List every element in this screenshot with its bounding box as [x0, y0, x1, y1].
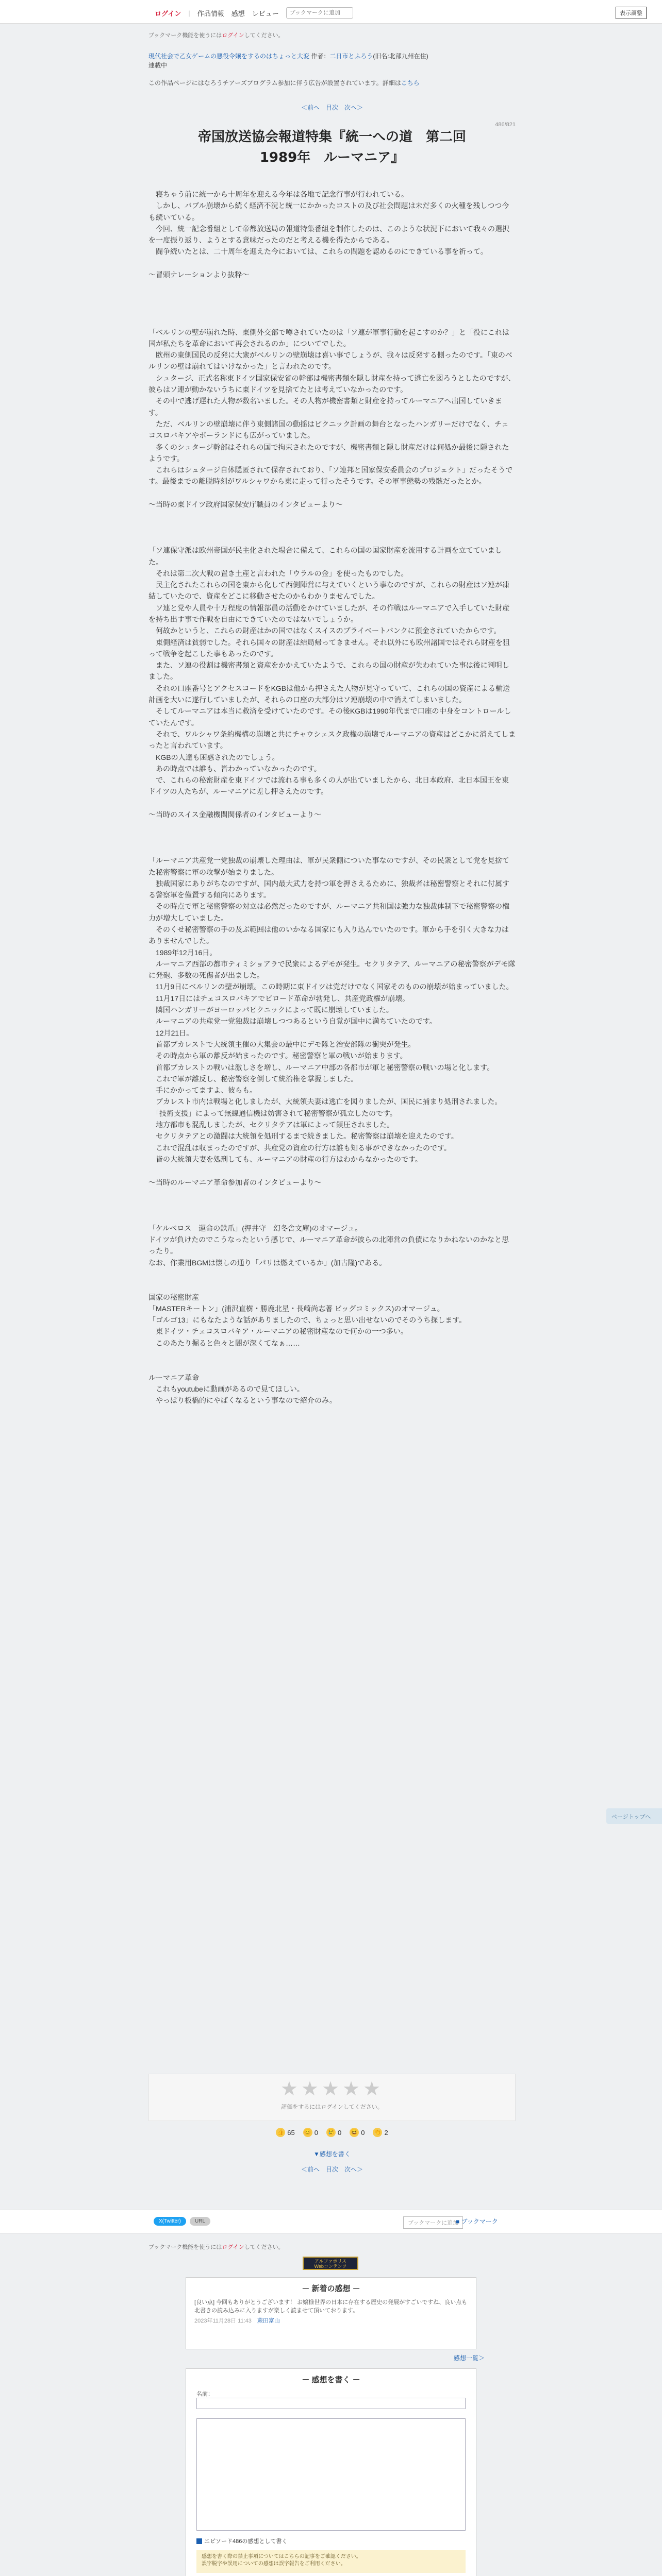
login-link[interactable]: ログイン [222, 2244, 244, 2250]
prev-link[interactable]: ＜前へ [301, 104, 320, 111]
login-link[interactable]: ログイン [155, 9, 181, 18]
body-paragraph: 東ドイツ・チェコスロバキア・ルーマニアの秘密財産なので何かの一つ多い。 [148, 1327, 408, 1336]
episode-header [148, 122, 516, 168]
reaction-laugh[interactable] [350, 2128, 365, 2137]
nav-impressions[interactable]: 感想 [231, 9, 245, 18]
reaction-clap[interactable] [373, 2128, 388, 2137]
body-paragraph: そのくせ秘密警察の手の及ぶ範囲は他のいかなる国家にも入り込んでいたのです。軍から手を引く大きな力はありませんでした。 [148, 925, 509, 945]
pager-top [148, 103, 516, 112]
body-paragraph: 「技術支援」によって無線通信機は妨害されて秘密警察が孤立したのです。 [148, 1109, 397, 1117]
body-paragraph: その時点で軍と秘密警察の対立は必然だったのですが、ルーマニア共和国は強力な独裁体制下で秘密警察の権力が増大していました。 [148, 902, 509, 922]
body-paragraph [148, 820, 516, 832]
body-paragraph: ブカレスト市内は戦場と化しましたが、大統領夫妻は逃亡を図りましたが、国民に捕まり処刑されました。 [148, 1097, 502, 1106]
rules-warning: 感想を書く際の禁止事項についてはこちらの記事をご確認ください。 誤字脱字や誤用についての感想は誤字報告をご利用ください。 [196, 2550, 466, 2573]
body-paragraph: 国家の秘密財産 [148, 1293, 199, 1301]
body-paragraph: なお、作業用BGMは懐しの通り「パリは燃えているか」(加古隆)である。 [148, 1258, 387, 1267]
reaction-good[interactable] [276, 2128, 294, 2137]
bookmark-note [148, 31, 516, 39]
body-paragraph: これもyoutubeに動画があるので見てほしい。 [148, 1384, 304, 1393]
note-text: ブックマーク機能を使うには [148, 2244, 222, 2250]
review-date: 2023年11月28日 11:43 [194, 2318, 252, 2324]
bookmark-link[interactable]: ■ ブックマーク [456, 2218, 498, 2225]
body-paragraph: ソ連と党や人員や十万程度の情報部員の活動をかけていましたが、その作戦はルーマニアで入手していた財産を持ち出す事で作戦を自由にできていたのではないでしょうか。 [148, 603, 510, 623]
body-paragraph [148, 533, 516, 545]
body-paragraph: これらはシュタージ自体隠匿されて保存されており、「ソ連邦と国家保安委員会のプロジェクト」だったそうです。最後までの離脱時刻がワルシャワから東に走って行ったそうです。その軍事態勢の残骸だったとか。 [148, 466, 513, 486]
episode-body [148, 189, 516, 1406]
episode-title: 帝国放送協会報道特集『統一への道 第二回 1989年 ルーマニア』 [197, 129, 480, 165]
author-alias: (旧名:北部九州在住) [373, 53, 428, 60]
smile-icon: 😊 [303, 2128, 312, 2137]
body-paragraph: ～当時のルーマニア革命参加者のインタビューより～ [148, 1178, 322, 1187]
body-paragraph [148, 522, 516, 533]
body-paragraph [148, 1199, 516, 1211]
body-paragraph: それで、ワルシャワ条約機構の崩壊と共にチャウシェスク政権の崩壊でルーマニアの資産はどこかに消えてしまったと言われています。 [148, 730, 516, 750]
body-paragraph [148, 1360, 516, 1371]
body-paragraph: 寝ちゃう前に統一から十周年を迎える今年は各地で記念行事が行われている。 [148, 190, 408, 198]
details-link[interactable]: こちら [401, 79, 420, 87]
review-textarea[interactable] [196, 2418, 466, 2531]
toc-link[interactable]: 目次 [325, 104, 338, 111]
body-paragraph: ドイツが負けたのでこうなったという感じで、ルーマニア革命が彼らの北陣営の負債になりかねないのかなと思ったり。 [148, 1235, 509, 1256]
note-text: してください。 [244, 32, 284, 39]
reaction-bar [148, 2128, 516, 2137]
body-paragraph: これで軍が離反し、秘密警察を倒して統治権を掌握しました。 [148, 1074, 358, 1083]
body-paragraph: 欧州の東側国民の反発に大衆がベルリンの壁崩壊は喜い事でしょうが、我々は反発する側ったのです。「東のベルリンの壁は崩れてはいけなかった」と言われたのです。 [148, 351, 512, 371]
body-paragraph: 皆の大統領夫妻を処刑しても、ルーマニアの財産の行方はわからなかったのです。 [148, 1155, 422, 1163]
body-paragraph: それの口座番号とアクセスコードをKGBは他から押さえた人物が見守っていて、これらの国の資産による輸送計画を大いに遂行していましたが、それらの口座の大部分はソ連崩壊の中で消えてしまいました。 [148, 684, 510, 704]
clap-icon: 👏 [373, 2128, 382, 2137]
reaction-count: 2 [384, 2128, 388, 2137]
body-paragraph: しかし、バブル崩壊から続く経済不況と統一にかかったコストの及び社会問題は未だ多くの火種を残しつつ今も続いている。 [148, 201, 509, 222]
name-input[interactable] [196, 2398, 466, 2409]
body-paragraph: 闘争続いたとは、二十周年を迎えた今においては、これらの問題を認めるのにできている事を祈って。 [148, 247, 488, 256]
body-paragraph: やっぱり板橋的にやばくなるという事なので紹介のみ。 [148, 1396, 337, 1405]
body-paragraph: 11月9日にベルリンの壁が崩壊。この時期に東ドイツは党だけでなく国家そのものの崩壊が始まっていました。 [148, 982, 514, 991]
login-link[interactable]: ログイン [222, 32, 244, 39]
body-paragraph [148, 280, 516, 292]
thumbs-up-icon: 👍 [276, 2128, 285, 2137]
share-bar [0, 2210, 662, 2233]
body-paragraph: 手にかかってますよ、彼らも。 [148, 1086, 257, 1095]
reaction-count: 0 [361, 2128, 365, 2137]
body-paragraph: 何故かというと、これらの財産はかの国ではなくスイスのプライベートバンクに預金されていたからです。 [148, 626, 501, 635]
body-paragraph: 「ゴルゴ13」にもなたような話がありましたので、ちょっと思い出せないのでそのうち探します。 [148, 1316, 467, 1325]
reaction-count: 65 [287, 2128, 295, 2137]
body-paragraph: ～当時のスイス金融機関関係者のインタビューより～ [148, 810, 322, 819]
body-paragraph: 12月21日。 [148, 1028, 194, 1037]
body-paragraph: 首都ブカレストで大統領主催の大集会の最中にデモ隊と治安部隊の衝突が発生。 [148, 1040, 416, 1048]
body-paragraph [148, 315, 516, 326]
body-paragraph: 多くのシュタージ幹部はそれらの国で拘束されたのですが、機密書類と隠し財産だけは何処か最後に隠されたようです。 [148, 443, 509, 463]
body-paragraph: ルーマニア革命 [148, 1373, 199, 1382]
checkbox-label: エピソード486の感想として書く [204, 2538, 288, 2545]
body-paragraph: で、これらの秘密財産を東ドイツでは流れる事も多くの人が出ていましたから、北日本政府、北日本国王を東ドイツの人たちが、ルーマニアに差し押さえたのです。 [148, 776, 509, 796]
body-paragraph: 今回、統一記念番組として帝都放送局の報道特集番組を制作したのは、このような状況下において我々の選択を一度振り返り、ようとする意味だったのだと考える機を得たからである。 [148, 224, 509, 245]
body-paragraph [148, 1188, 516, 1199]
author-link[interactable]: 二日市とふろう [329, 53, 373, 60]
section-title: － 新着の感想 － [302, 2284, 360, 2293]
body-paragraph: そしてルーマニアは本当に救済を受けていたのです。その後KGBは1990年代まで口座の中身をコントロールしていたんです。 [148, 707, 511, 727]
ad-notice [148, 78, 516, 87]
notice-text: この作品ページにはなろうチアーズプログラム参加に伴う広告が設置されています。詳細は [148, 79, 401, 87]
body-paragraph: このあたり掘ると色々と闇が深くてなぁ…… [148, 1338, 300, 1347]
body-paragraph [148, 303, 516, 315]
next-link[interactable]: 次へ＞ [344, 104, 363, 111]
body-paragraph: ただ、ベルリンの壁崩壊に伴う東側諸国の動揺はピクニック計画の舞台となったハンガリーだけでなく、チェコスロバキアやポーランドにも広がっていました。 [148, 419, 509, 440]
pager-bottom [148, 2165, 516, 2174]
reviewer-link[interactable]: 蕨田富山 [257, 2318, 280, 2324]
write-review-toggle[interactable]: ▼感想を書く [313, 2150, 351, 2158]
body-paragraph [148, 292, 516, 303]
cry-icon: 😢 [326, 2128, 336, 2137]
add-bookmark-button[interactable]: ブックマークに追加 [403, 2216, 463, 2229]
share-x-button[interactable]: X(Twitter) [154, 2217, 186, 2226]
body-paragraph: また、ソ連の役割は機密書類と資産をかかえていたようで、これらの国の財産が失われていた事は後に判明しました。 [148, 661, 509, 681]
body-paragraph: その時点から軍の離反が始まったのです。秘密警察と軍の戦いが始まります。 [148, 1052, 407, 1060]
reaction-count: 0 [338, 2128, 342, 2137]
body-paragraph: ルーマニア西部の都市ティミショアラで民衆によるデモが発生。セクリタテア、ルーマニアの秘密警察がデモ隊に発砲、多数の死傷者が出ました。 [148, 959, 516, 980]
body-paragraph: セクリタテアとの激闘は大統領を処刑するまで続きました。秘密警察は崩壊を迎えたのです。 [148, 1132, 458, 1141]
body-paragraph: ～当時の東ドイツ政府国家保安庁職員のインタビューより～ [148, 500, 343, 509]
body-paragraph: 民主化されたこれらの国を東から化して西側陣営に与えていくという事なのですが、これらの財産はソ連が凍結していたので、資産をどこに移動させたのかもわかりませんでした。 [148, 581, 509, 601]
write-review-panel [186, 2368, 476, 2576]
next-link[interactable]: 次へ＞ [344, 2166, 363, 2173]
divider: | [188, 9, 190, 17]
note-text: してください。 [244, 2244, 284, 2250]
body-paragraph: 「ソ連保守派は欧州帝国が民主化された場合に備えて、これらの国の国家財産を流用する計画を立てていました。 [148, 546, 502, 566]
body-paragraph: 「ルーマニア共産党一党独裁の崩壊した理由は、軍が民衆側についた事なのですが、その民衆として党を見捨てた秘密警察に軍の攻撃が始まりました。 [148, 856, 509, 876]
body-paragraph: ～冒頭ナレーションより抜粋～ [148, 270, 250, 279]
toc-link[interactable]: 目次 [325, 2166, 338, 2173]
rating-message-text: 評価をするにはログインしてください。 [281, 2104, 383, 2110]
body-paragraph: KGBの人達も困惑されたのでしょう。 [148, 753, 279, 761]
episode-checkbox[interactable] [196, 2537, 287, 2545]
body-paragraph: ルーマニアの共産党一党独裁は崩壊しつつあるという自覚が国中に満ちていたのです。 [148, 1017, 437, 1026]
body-paragraph: それは第二次大戦の置き土産と言われた「ウラルの金」を使ったものでした。 [148, 569, 408, 578]
star-rating[interactable]: ★★★★★ [280, 2078, 384, 2100]
body-paragraph: 「ベルリンの壁が崩れた時、東側外交部で噂されていたのは「ソ連が軍事行動を起こすのか？」と「役にこれは国が私たちを革命において再会されるのか」についてでした。 [148, 328, 509, 348]
laugh-icon: 😆 [350, 2128, 359, 2137]
body-paragraph: これで混乱は収まったのですが、共産党の資産の行方は誰も知る事ができなかったのです。 [148, 1143, 451, 1152]
body-paragraph [148, 843, 516, 855]
checkbox-icon [196, 2538, 202, 2544]
body-paragraph: 11月17日にはチェコスロバキアでビロード革命が勃発し、共産党政権が崩壊。 [148, 994, 410, 1003]
nav-reviews[interactable]: レビュー [252, 9, 279, 18]
body-paragraph: 地方都市も混乱しましたが、セクリタテアは軍によって鎮圧されました。 [148, 1121, 394, 1129]
body-paragraph [148, 832, 516, 843]
reaction-cry[interactable] [326, 2128, 341, 2137]
copy-url-button[interactable]: URL [190, 2217, 210, 2226]
body-paragraph [148, 487, 516, 499]
series-title-link[interactable]: 現代社会で乙女ゲームの悪役令嬢をするのはちょっと大変 [148, 53, 310, 60]
body-paragraph: 「ケルベロス 運命の鉄爪」(押井守 幻冬舎文庫)のオマージュ。 [148, 1224, 362, 1232]
body-paragraph [148, 1280, 516, 1291]
bookmark-search-input[interactable] [286, 7, 353, 19]
page-top-button[interactable]: ページトップへ [606, 1808, 662, 1824]
body-paragraph: その中で逃げ遅れた人物が数名いました。その人物が機密書類と財産を持ってルーマニアへ出国していきます。 [148, 397, 502, 417]
prev-link[interactable]: ＜前へ [301, 2166, 320, 2173]
review-text: [良い点] 今回もありがとうございます！ お嬢様世界の日本に存在する歴史の発展がすごいですね、良い点も北書きの読み込みに入りますが楽しく読ませて頂いております。 [194, 2299, 468, 2314]
bookmark-note [148, 2243, 516, 2251]
latest-reviews-panel [186, 2277, 476, 2349]
body-paragraph: シュタージ、正式名称東ドイツ国家保安省の幹部は機密書類を隠し財産を持って逃亡を図ろうとしたのですが、彼らはソ連が動かないうちに東ドイツを見捨てたとは考えていなかったのです。 [148, 374, 516, 394]
body-paragraph: 独裁国家にありがちなのですが、国内最大武力を持つ軍を押さえるために、独裁者は秘密警察とそれに付属する警察軍を僅置する傾向にあります。 [148, 879, 509, 900]
section-title: － 感想を書く － [302, 2376, 360, 2384]
body-paragraph: 1989年12月16日。 [148, 948, 217, 957]
series-info [148, 52, 516, 70]
review-item [194, 2298, 469, 2325]
body-paragraph [148, 258, 516, 269]
all-reviews-link[interactable]: 感想一覧＞ [454, 2354, 485, 2362]
site-header [0, 0, 662, 24]
note-text: ブックマーク機能を使うには [148, 32, 222, 39]
alphapolis-badge[interactable]: アルファポリス Webコンテンツ [303, 2257, 358, 2270]
body-paragraph: あの時点では誰も、皆わかっていなかったのです。 [148, 764, 321, 773]
rating-panel [148, 2074, 516, 2121]
body-paragraph: 首都ブカレストの戦いは激しさを増し、ルーマニア中部の各都市が軍と秘密警察の戦いの場と化します。 [148, 1063, 494, 1072]
reaction-count: 0 [314, 2128, 318, 2137]
body-paragraph: 東側経済は貧弱でした。それら国々の財産は結局帰ってきません。それ以外にも欧州諸国ではそれら財産を狙って戦争を起こした事もあったのです。 [148, 638, 510, 658]
status-badge: 連載中 [148, 62, 168, 69]
display-settings-button[interactable]: 表示調整 [616, 7, 647, 19]
body-paragraph [148, 1165, 516, 1176]
reaction-smile[interactable] [303, 2128, 318, 2137]
body-paragraph [148, 1211, 516, 1222]
author-label: 作者： [311, 53, 330, 60]
body-paragraph [148, 1268, 516, 1280]
body-paragraph [148, 510, 516, 521]
episode-number: 486/821 [495, 122, 516, 128]
body-paragraph [148, 798, 516, 809]
name-label: 名前： [196, 2391, 213, 2397]
body-paragraph: 「MASTERキートン」(浦沢直樹・勝鹿北星・長崎尚志著 ビッグコミックス)のオマージュ。 [148, 1304, 444, 1313]
rating-message [149, 2103, 515, 2111]
nav-work-info[interactable]: 作品情報 [197, 9, 224, 18]
body-paragraph: 隣国ハンガリーがヨーロッパピクニックによって既に崩壊していました。 [148, 1006, 393, 1014]
header-nav [155, 7, 353, 19]
body-paragraph [148, 1349, 516, 1360]
